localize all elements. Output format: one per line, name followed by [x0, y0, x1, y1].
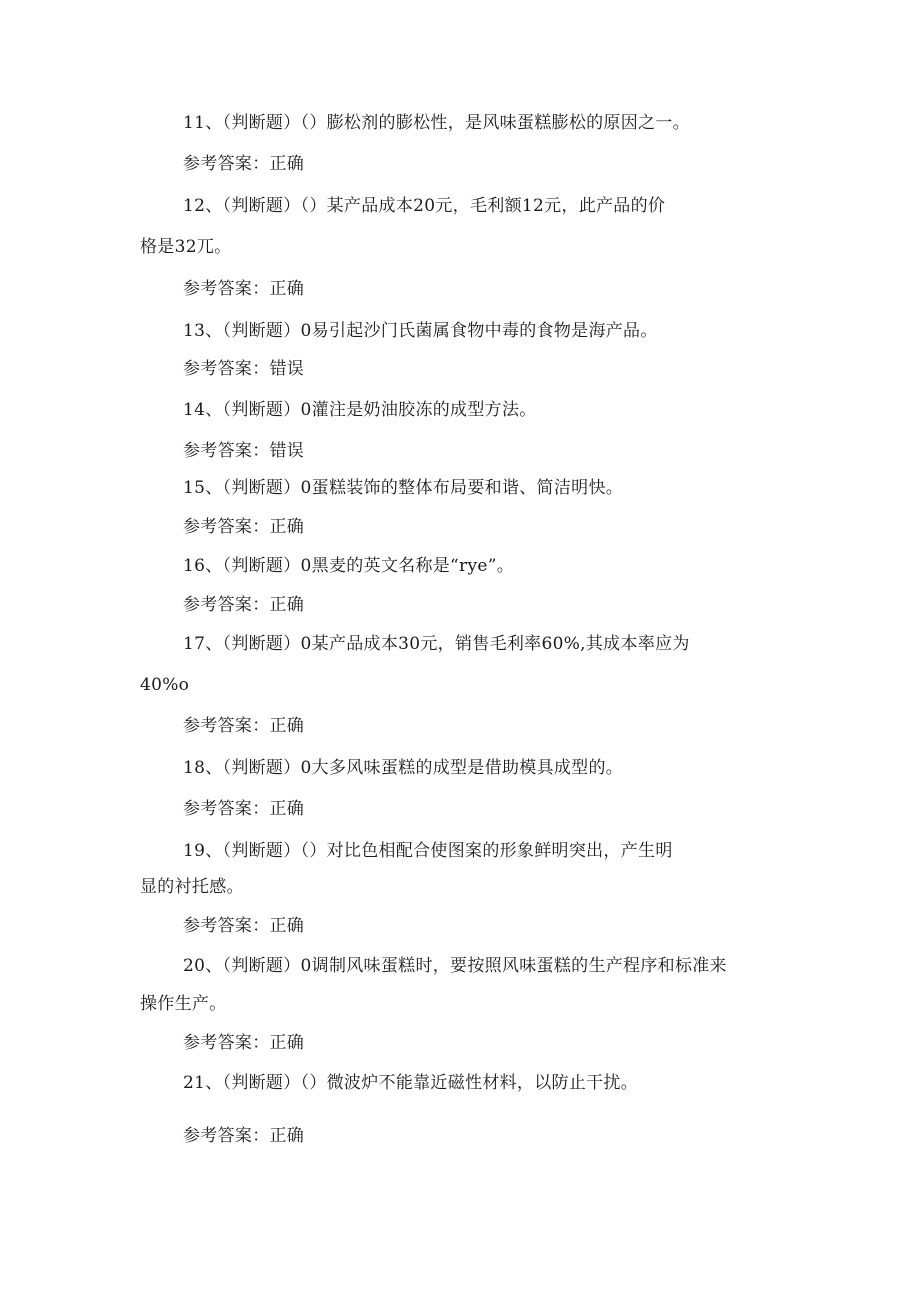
question-20-continuation: 操作生产。 — [140, 994, 227, 1014]
question-17: 17、（判断题）0某产品成本30元，销售毛利率60%,其成本率应为 — [183, 634, 690, 654]
answer-18: 参考答案：正确 — [183, 799, 305, 819]
question-21: 21、（判断题）（）微波炉不能靠近磁性材料，以防止干扰。 — [183, 1073, 639, 1093]
question-13: 13、（判断题）0易引起沙门氏菌属食物中毒的食物是海产品。 — [183, 321, 658, 341]
question-19-continuation: 显的衬托感。 — [140, 877, 244, 897]
answer-20: 参考答案：正确 — [183, 1033, 305, 1053]
question-12: 12、（判断题）（）某产品成本20元，毛利额12元，此产品的价 — [183, 196, 666, 216]
question-18: 18、（判断题）0大多风味蛋糕的成型是借助模具成型的。 — [183, 758, 624, 778]
answer-17: 参考答案：正确 — [183, 716, 305, 736]
answer-11: 参考答案：正确 — [183, 154, 305, 174]
question-14: 14、（判断题）0灌注是奶油胶冻的成型方法。 — [183, 400, 537, 420]
answer-13: 参考答案：错误 — [183, 359, 305, 379]
question-16: 16、（判断题）0黑麦的英文名称是“rye”。 — [183, 556, 515, 576]
answer-19: 参考答案：正确 — [183, 916, 305, 936]
question-19: 19、（判断题）（）对比色相配合使图案的形象鲜明突出，产生明 — [183, 841, 673, 861]
question-15: 15、（判断题）0蛋糕装饰的整体布局要和谐、简洁明快。 — [183, 478, 624, 498]
answer-14: 参考答案：错误 — [183, 441, 305, 461]
answer-21: 参考答案：正确 — [183, 1126, 305, 1146]
question-11: 11、（判断题）（）膨松剂的膨松性，是风味蛋糕膨松的原因之一。 — [183, 113, 690, 133]
question-20: 20、（判断题）0调制风味蛋糕时，要按照风味蛋糕的生产程序和标准来 — [183, 956, 727, 976]
question-12-continuation: 格是32兀。 — [140, 237, 232, 257]
answer-12: 参考答案：正确 — [183, 279, 305, 299]
answer-15: 参考答案：正确 — [183, 517, 305, 537]
question-17-continuation: 40%o — [140, 675, 190, 695]
answer-16: 参考答案：正确 — [183, 595, 305, 615]
